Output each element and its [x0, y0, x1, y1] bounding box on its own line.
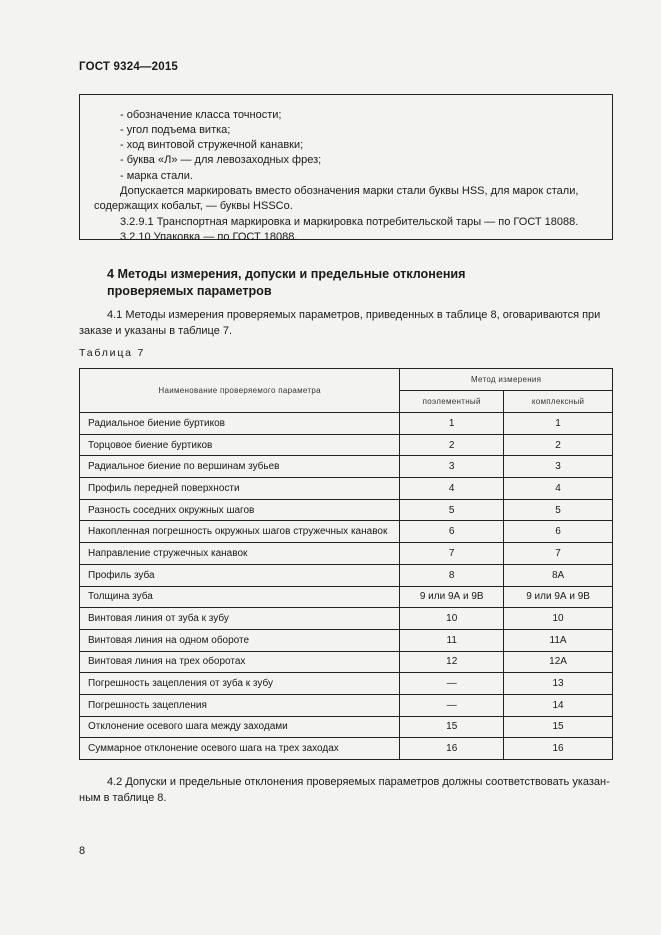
table-row — [80, 651, 613, 673]
paragraph-4-1-line: заказе и указаны в таблице 7. — [79, 325, 233, 337]
table-caption: Таблица 7 — [79, 347, 146, 359]
element-value: 8 — [400, 564, 504, 586]
element-value: — — [400, 694, 504, 716]
param-name: Отклонение осевого шага между заходами — [80, 716, 400, 738]
complex-value: 7 — [504, 543, 613, 565]
complex-value: 3 — [504, 456, 613, 478]
measurement-methods-table — [79, 368, 613, 760]
complex-value: 10 — [504, 608, 613, 630]
box-line: содержащих кобальт, — буквы HSSCo. — [94, 200, 293, 212]
param-name: Винтовая линия на одном обороте — [80, 629, 400, 651]
param-name: Направление стружечных канавок — [80, 543, 400, 565]
complex-value: 5 — [504, 499, 613, 521]
complex-value: 9 или 9А и 9В — [504, 586, 613, 608]
marking-text-box — [79, 94, 613, 243]
element-value: 6 — [400, 521, 504, 543]
header-complex-method: комплексный — [504, 391, 613, 413]
table-row — [80, 629, 613, 651]
table-row — [80, 521, 613, 543]
element-value: 4 — [400, 478, 504, 500]
complex-value: 4 — [504, 478, 613, 500]
param-name: Суммарное отклонение осевого шага на трех заходах — [80, 738, 400, 760]
table-row — [80, 478, 613, 500]
header-method: Метод измерения — [400, 369, 613, 391]
section-title-line: проверяемых параметров — [107, 284, 272, 298]
param-name: Радиальное биение по вершинам зубьев — [80, 456, 400, 478]
element-value: 2 — [400, 434, 504, 456]
page-number: 8 — [79, 845, 86, 857]
param-name: Винтовая линия на трех оборотах — [80, 651, 400, 673]
element-value: 3 — [400, 456, 504, 478]
param-name: Толщина зуба — [80, 586, 400, 608]
section-title-line: 4 Методы измерения, допуски и предельные отклонения — [107, 267, 466, 281]
param-name: Профиль зуба — [80, 564, 400, 586]
param-name: Накопленная погрешность окружных шагов стружечных канавок — [80, 521, 400, 543]
box-line: - марка стали. — [120, 170, 193, 182]
box-line: - ход винтовой стружечной канавки; — [120, 139, 304, 151]
element-value: 11 — [400, 629, 504, 651]
table-row — [80, 694, 613, 716]
table-row — [80, 543, 613, 565]
element-value: 15 — [400, 716, 504, 738]
table-row — [80, 413, 613, 435]
table-row — [80, 738, 613, 760]
complex-value: 11А — [504, 629, 613, 651]
paragraph-4-2-line: ным в таблице 8. — [79, 792, 167, 804]
complex-value: 1 — [504, 413, 613, 435]
complex-value: 2 — [504, 434, 613, 456]
table-row — [80, 586, 613, 608]
table-row — [80, 456, 613, 478]
param-name: Профиль передней поверхности — [80, 478, 400, 500]
complex-value: 15 — [504, 716, 613, 738]
box-line: - буква «Л» — для левозаходных фрез; — [120, 154, 322, 166]
param-name: Радиальное биение буртиков — [80, 413, 400, 435]
box-line: - угол подъема витка; — [120, 124, 231, 136]
header-parameter: Наименование проверяемого параметра — [80, 369, 400, 413]
document-code: ГОСТ 9324—2015 — [79, 61, 179, 73]
param-name: Торцовое биение буртиков — [80, 434, 400, 456]
complex-value: 8А — [504, 564, 613, 586]
param-name: Винтовая линия от зуба к зубу — [80, 608, 400, 630]
element-value: 9 или 9А и 9В — [400, 586, 504, 608]
element-value: 5 — [400, 499, 504, 521]
element-value: 10 — [400, 608, 504, 630]
section-title — [107, 266, 466, 300]
paragraph-4-2-line: 4.2 Допуски и предельные отклонения проверяемых параметров должны соответствовать указан- — [107, 776, 610, 788]
complex-value: 13 — [504, 673, 613, 695]
table-row — [80, 564, 613, 586]
table-row — [80, 716, 613, 738]
header-element-method: поэлементный — [400, 391, 504, 413]
element-value: — — [400, 673, 504, 695]
box-line: - обозначение класса точности; — [120, 109, 282, 121]
box-line: Допускается маркировать вместо обозначения марки стали буквы HSS, для марок стали, — [120, 185, 579, 197]
box-line: 3.2.9.1 Транспортная маркировка и маркировка потребительской тары — по ГОСТ 18088. — [120, 216, 579, 228]
paragraph-4-1-line: 4.1 Методы измерения проверяемых параметров, приведенных в таблице 8, оговариваются при — [107, 309, 601, 321]
table-row — [80, 673, 613, 695]
element-value: 1 — [400, 413, 504, 435]
box-line: 3.2.10 Упаковка — по ГОСТ 18088. — [120, 231, 298, 243]
param-name: Погрешность зацепления от зуба к зубу — [80, 673, 400, 695]
param-name: Разность соседних окружных шагов — [80, 499, 400, 521]
complex-value: 6 — [504, 521, 613, 543]
complex-value: 16 — [504, 738, 613, 760]
complex-value: 12А — [504, 651, 613, 673]
element-value: 7 — [400, 543, 504, 565]
complex-value: 14 — [504, 694, 613, 716]
element-value: 12 — [400, 651, 504, 673]
element-value: 16 — [400, 738, 504, 760]
param-name: Погрешность зацепления — [80, 694, 400, 716]
table-row — [80, 499, 613, 521]
table-row — [80, 434, 613, 456]
table-row — [80, 608, 613, 630]
